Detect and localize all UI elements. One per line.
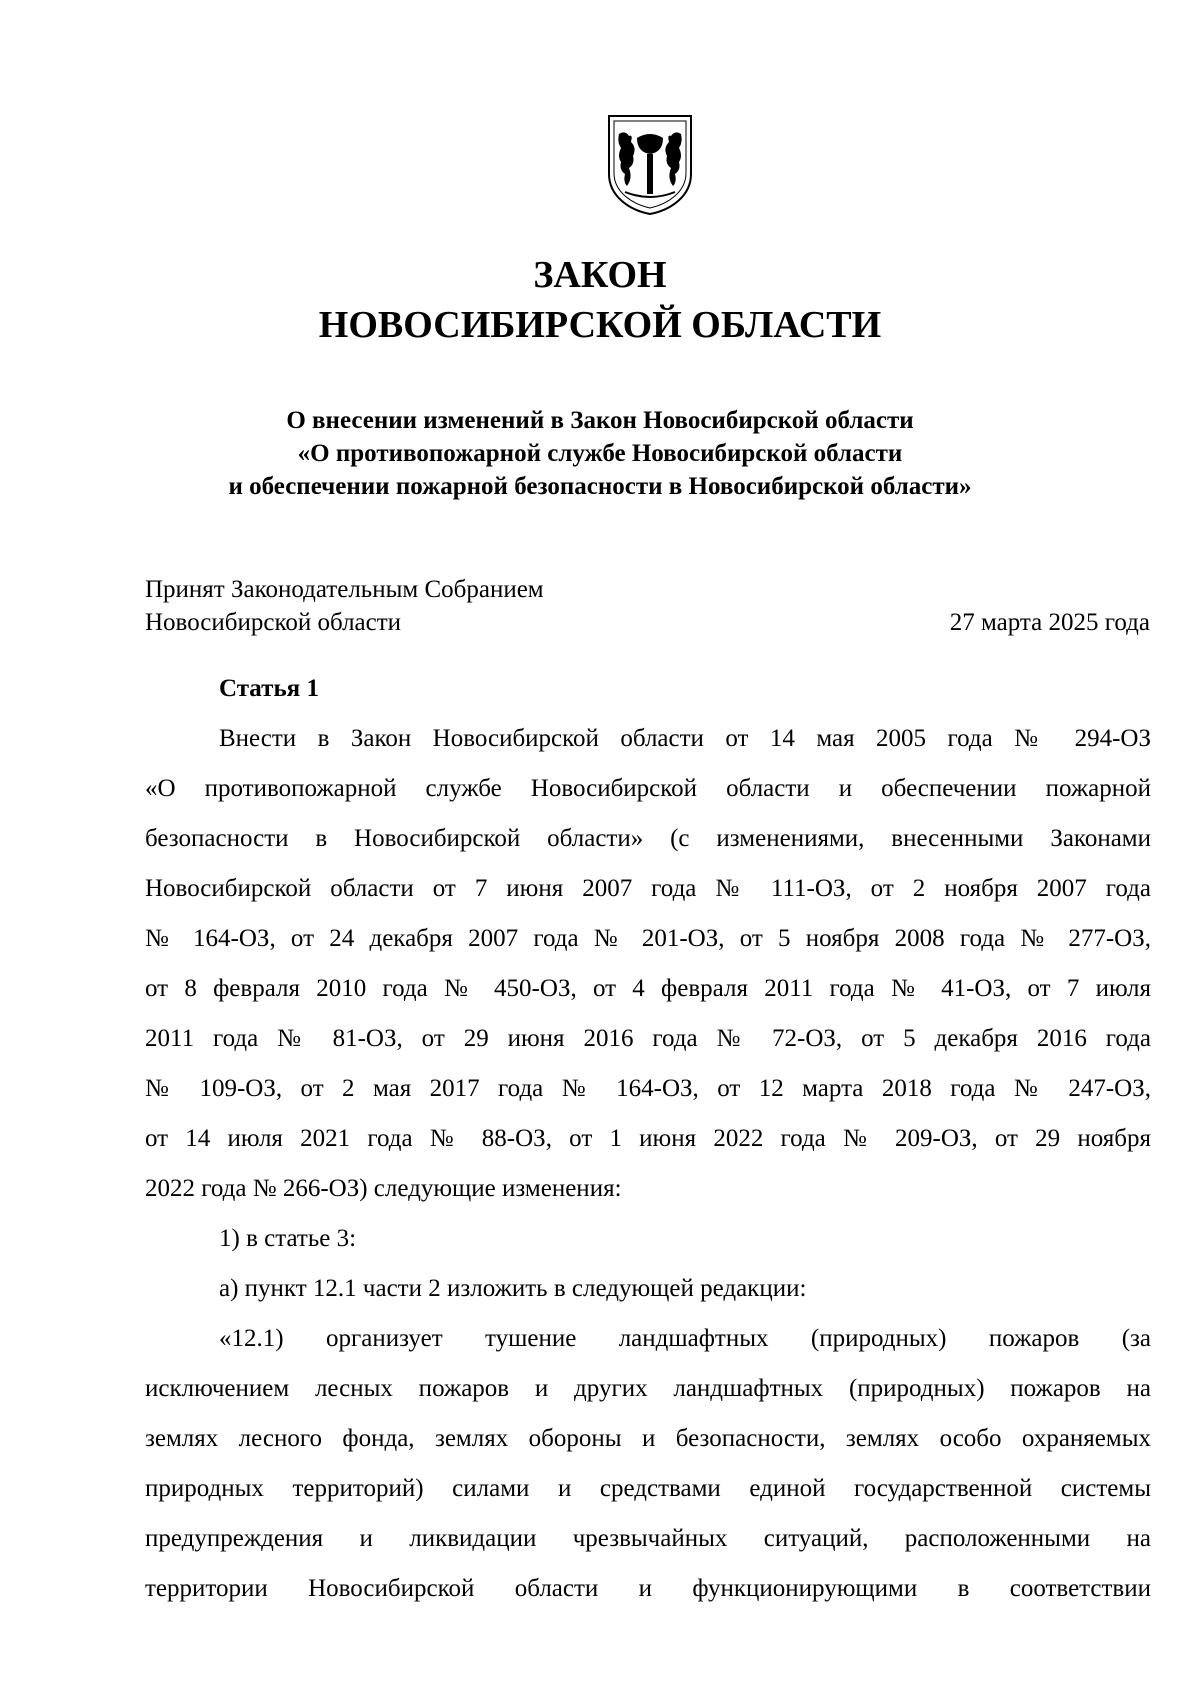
body-line: № 164-ОЗ, от 24 декабря 2007 года № 201-ОЗ, от 5 ноября 2008 года № 277-ОЗ,	[145, 925, 1151, 952]
body-line: Новосибирской области от 7 июня 2007 года № 111-ОЗ, от 2 ноября 2007 года	[145, 875, 1151, 902]
body-line: 2011 года № 81-ОЗ, от 29 июня 2016 года № 72-ОЗ, от 5 декабря 2016 года	[145, 1025, 1151, 1052]
body-line: 2022 года № 266-ОЗ) следующие изменения:	[145, 1175, 622, 1202]
law-title-line1: ЗАКОН	[533, 254, 667, 296]
adoption-line: Принят Законодательным Собранием	[145, 576, 544, 603]
body-line: «12.1) организует тушение ландшафтных (природных) пожаров (за	[219, 1325, 1151, 1352]
body-line: землях лесного фонда, землях обороны и безопасности, землях особо охраняемых	[145, 1425, 1151, 1452]
adoption-date: 27 марта 2025 года	[949, 609, 1150, 636]
body-line: от 14 июля 2021 года № 88-ОЗ, от 1 июня 2022 года № 209-ОЗ, от 29 ноября	[145, 1125, 1151, 1152]
body-line: территории Новосибирской области и функционирующими в соответствии	[145, 1575, 1151, 1602]
law-subject-line: «О противопожарной службе Новосибирской области	[297, 440, 903, 467]
law-subject	[0, 404, 1200, 503]
body-line: Внести в Закон Новосибирской области от 14 мая 2005 года № 294-ОЗ	[219, 725, 1151, 752]
law-subject-line: О внесении изменений в Закон Новосибирской области	[286, 407, 914, 434]
body-line: «О противопожарной службе Новосибирской области и обеспечении пожарной	[145, 775, 1151, 802]
body-line: исключением лесных пожаров и других ландшафтных (природных) пожаров на	[145, 1375, 1151, 1402]
law-title-line2: НОВОСИБИРСКОЙ ОБЛАСТИ	[318, 304, 882, 346]
body-line: безопасности в Новосибирской области» (с изменениями, внесенными Законами	[145, 825, 1151, 852]
body-line: № 109-ОЗ, от 2 мая 2017 года № 164-ОЗ, от 12 марта 2018 года № 247-ОЗ,	[145, 1075, 1151, 1102]
coat-of-arms-icon	[605, 112, 695, 216]
body-line: от 8 февраля 2010 года № 450-ОЗ, от 4 февраля 2011 года № 41-ОЗ, от 7 июля	[145, 975, 1151, 1002]
law-subject-line: и обеспечении пожарной безопасности в Новосибирской области»	[228, 473, 972, 500]
adoption-statement	[145, 573, 544, 639]
article-heading: Статья 1	[219, 675, 319, 702]
adoption-line: Новосибирской области	[145, 609, 402, 636]
body-line: 1) в статье 3:	[219, 1225, 357, 1252]
body-line: природных территорий) силами и средствами единой государственной системы	[145, 1475, 1151, 1502]
body-line: а) пункт 12.1 части 2 изложить в следующей редакции:	[219, 1275, 807, 1302]
body-line: предупреждения и ликвидации чрезвычайных ситуаций, расположенными на	[145, 1525, 1151, 1552]
